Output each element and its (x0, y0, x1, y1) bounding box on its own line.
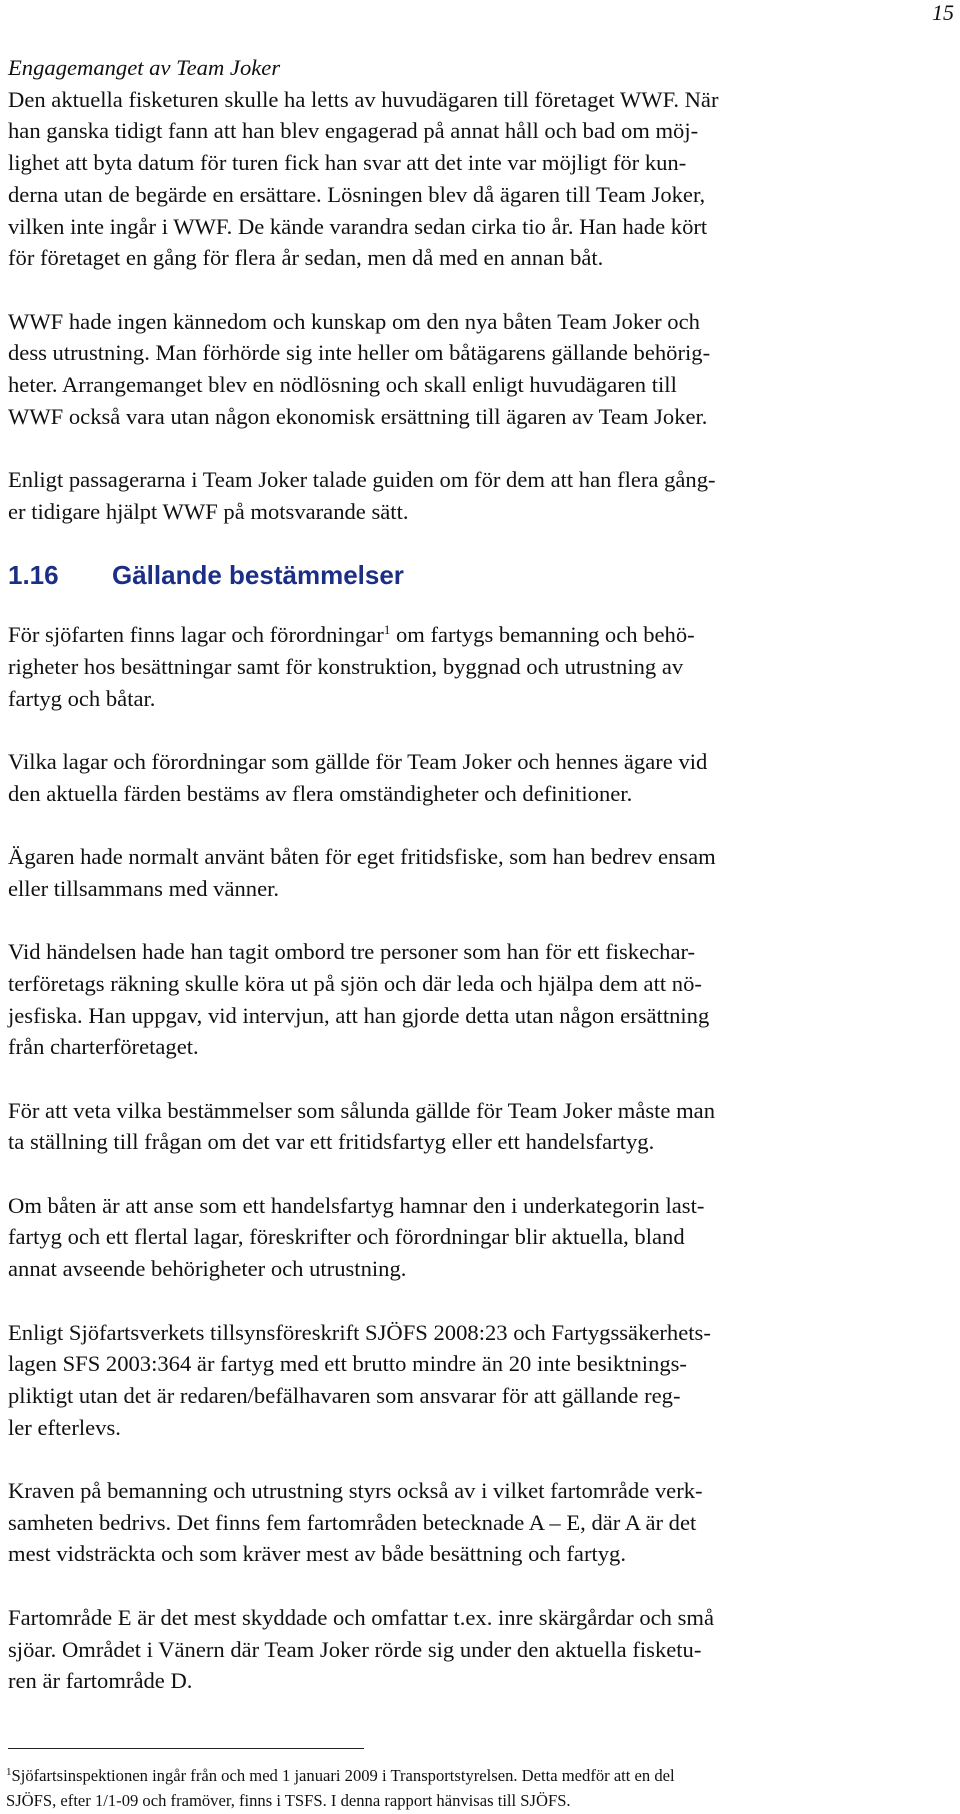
text-line: ren är fartområde D. (8, 1668, 193, 1694)
text-line: fartyg och ett flertal lagar, föreskrifter och förordningar blir aktuella, bland (8, 1224, 685, 1250)
text-line: den aktuella färden bestäms av flera omständigheter och definitioner. (8, 780, 633, 806)
intro-paragraph (8, 464, 953, 527)
text-line: eller tillsammans med vänner. (8, 875, 280, 901)
body-paragraph (8, 1190, 953, 1285)
text-line: Ägaren hade normalt använt båten för eget fritidsfiske, som han bedrev ensam (8, 844, 716, 870)
text-line: han ganska tidigt fann att han blev engagerad på annat håll och bad om möj- (8, 118, 699, 144)
text-line: heter. Arrangemanget blev en nödlösning och skall enligt huvudägaren till (8, 372, 677, 398)
text-line: annat avseende behörigheter och utrustning. (8, 1256, 407, 1282)
text-line: Enligt Sjöfartsverkets tillsynsföreskrift SJÖFS 2008:23 och Fartygssäkerhets- (8, 1319, 711, 1345)
text-line: dess utrustning. Man förhörde sig inte heller om båtägarens gällande behörig- (8, 340, 711, 366)
text-line (8, 619, 953, 651)
text-line: WWF hade ingen kännedom och kunskap om den nya båten Team Joker och (8, 308, 700, 334)
intro-paragraph (8, 306, 953, 433)
text-line: Fartområde E är det mest skyddade och omfattar t.ex. inre skärgårdar och små (8, 1604, 715, 1630)
text-line: fartyg och båtar. (8, 685, 156, 711)
text-line: Vilka lagar och förordningar som gällde för Team Joker och hennes ägare vid (8, 749, 708, 774)
page-content (8, 52, 953, 1729)
body-paragraph (8, 841, 953, 904)
text-line: er tidigare hjälpt WWF på motsvarande sätt. (8, 498, 409, 524)
text-line: ler efterlevs. (8, 1414, 121, 1440)
page-number: 15 (932, 0, 954, 25)
section-title: Engagemanget av Team Joker (8, 55, 281, 80)
footnote-marker: 1 (6, 1766, 12, 1778)
section-heading (8, 559, 953, 591)
footnote-text: Sjöfartsinspektionen ingår från och med 1 januari 2009 i Transportstyrelsen. Detta medför att en del (11, 1766, 675, 1785)
footnote-divider (8, 1748, 364, 1749)
text-line: mest vidsträckta och som kräver mest av både besättning och fartyg. (8, 1541, 626, 1567)
heading-title: Gällande bestämmelser (112, 560, 404, 591)
intro-paragraph (8, 84, 953, 274)
body-paragraph (8, 1095, 953, 1158)
text-line: pliktigt utan det är redaren/befälhavaren som ansvarar för att gällande reg- (8, 1382, 681, 1408)
text-line: Vid händelsen hade han tagit ombord tre personer som han för ett fiskechar- (8, 939, 696, 965)
text-line: Enligt passagerarna i Team Joker talade guiden om för dem att han flera gång- (8, 467, 716, 493)
text-line: WWF också vara utan någon ekonomisk ersättning till ägaren av Team Joker. (8, 403, 708, 429)
text-line: lighet att byta datum för turen fick han svar att det inte var möjligt för kun- (8, 150, 687, 176)
main-paragraphs (8, 746, 953, 1697)
text-line: righeter hos besättningar samt för konstruktion, byggnad och utrustning av (8, 653, 684, 679)
text-line: lagen SFS 2003:364 är fartyg med ett brutto mindre än 20 inte besiktnings- (8, 1351, 687, 1377)
body-paragraph (8, 1602, 953, 1697)
text-line: Kraven på bemanning och utrustning styrs också av i vilket fartområde verk- (8, 1478, 703, 1504)
footnote (6, 1763, 956, 1813)
footnote-line (6, 1763, 956, 1788)
body-paragraph (8, 1317, 953, 1444)
text-line: ta ställning till frågan om det var ett fritidsfartyg eller ett handelsfartyg. (8, 1129, 655, 1155)
text-line: för företaget en gång för flera år sedan, men då med en annan båt. (8, 245, 604, 271)
text-line: terföretags räkning skulle köra ut på sjön och där leda och hjälpa dem att nö- (8, 970, 702, 996)
text-line: jesfiska. Han uppgav, vid intervjun, att han gjorde detta utan någon ersättning (8, 1002, 710, 1028)
text-line: För att veta vilka bestämmelser som sålunda gällde för Team Joker måste man (8, 1097, 715, 1123)
text-line: Om båten är att anse som ett handelsfartyg hamnar den i underkategorin last- (8, 1192, 705, 1218)
body-paragraph (8, 936, 953, 1063)
text-line: sjöar. Området i Vänern där Team Joker rörde sig under den aktuella fisketu- (8, 1636, 702, 1662)
footnote-reference[interactable]: 1 (383, 622, 391, 638)
text-line: samheten bedrivs. Det finns fem fartområden betecknade A – E, där A är det (8, 1509, 697, 1535)
heading-number: 1.16 (8, 560, 59, 591)
body-paragraph (8, 746, 953, 809)
text-fragment: om fartygs bemanning och behö- (390, 622, 695, 648)
text-line: derna utan de begärde en ersättare. Lösningen blev då ägaren till Team Joker, (8, 181, 706, 207)
intro-paragraphs (8, 84, 953, 528)
footnote-line: SJÖFS, efter 1/1-09 och framöver, finns i TSFS. I denna rapport hänvisas till SJÖFS. (6, 1791, 571, 1810)
body-paragraph (8, 1475, 953, 1570)
text-line: från charterföretaget. (8, 1034, 199, 1060)
text-fragment: För sjöfarten finns lagar och förordningar (8, 622, 384, 648)
text-line: vilken inte ingår i WWF. De kände varandra sedan cirka tio år. Han hade kört (8, 213, 708, 239)
text-line: Den aktuella fisketuren skulle ha letts av huvudägaren till företaget WWF. När (8, 86, 719, 112)
paragraph-regulations (8, 619, 953, 714)
